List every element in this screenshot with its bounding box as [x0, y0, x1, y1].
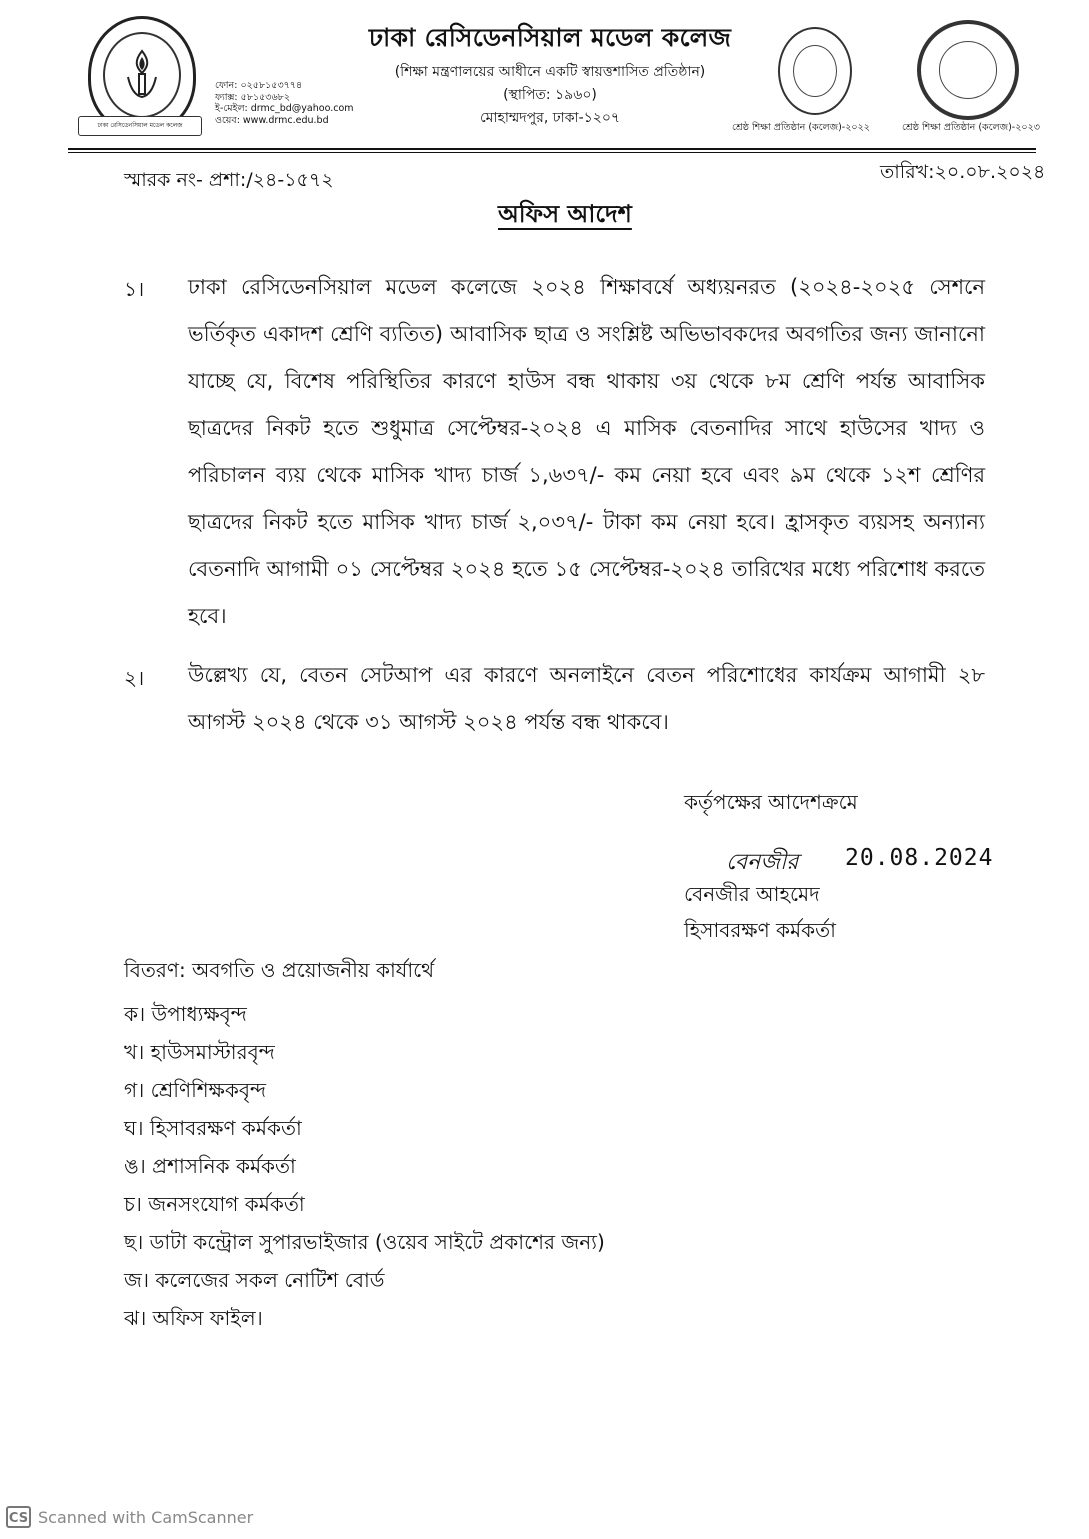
memo-number: স্মারক নং- প্রশা:/২৪-১৫৭২: [124, 169, 334, 191]
logo-banner: ঢাকা রেসিডেনসিয়াল মডেল কলেজ: [78, 116, 202, 136]
letterhead: [300, 18, 800, 130]
seal-emblem-icon: [939, 41, 997, 98]
seal-emblem-icon: [793, 45, 837, 97]
list-item: ছ। ডাটা কন্ট্রোল সুপারভাইজার (ওয়েব সাইটে প্রকাশের জন্য): [124, 1230, 605, 1254]
list-item: চ। জনসংযোগ কর্মকর্তা: [124, 1192, 305, 1216]
signatory-name: বেনজীর আহমেদ: [684, 882, 820, 906]
award-caption-2022: শ্রেষ্ঠ শিক্ষা প্রতিষ্ঠান (কলেজ)-২০২২: [732, 122, 870, 133]
list-item: ঘ। হিসাবরক্ষণ কর্মকর্তা: [124, 1116, 302, 1140]
list-item: ক। উপাধ্যক্ষবৃন্দ: [124, 1002, 247, 1026]
header-divider-thin: [68, 152, 1036, 153]
paragraph-2: উল্লেখ্য যে, বেতন সেটআপ এর কারণে অনলাইনে বেতন পরিশোধের কার্যক্রম আগামী ২৮ আগস্ট ২০২৪ থেকে ৩১ আগস্ট ২০২৪ পর্যন্ত বন্ধ থাকবে।: [188, 663, 985, 734]
document-title: অফিস আদেশ: [498, 200, 632, 228]
paragraph-2-number: ২।: [124, 666, 145, 690]
paragraph-1: ঢাকা রেসিডেনসিয়াল মডেল কলেজে ২০২৪ শিক্ষাবর্ষে অধ্যয়নরত (২০২৪-২০২৫ সেশনে ভর্তিকৃত একাদশ শ্রেণি ব্যতিত) আবাসিক ছাত্র ও সংশ্লিষ্ট অভিভাবকদের অবগতির জন্য জানানো যাচ্ছে যে, বিশেষ পরিস্থিতির কারণে হাউস বন্ধ থাকায় ৩য় থেকে ৮ম শ্রেণি পর্যন্ত আবাসিক ছাত্রদের নিকট হতে শুধুমাত্র সেপ্টেম্বর-২০২৪ এ মাসিক বেতনাদির সাথে হাউসের খাদ্য ও পরিচালন ব্যয় থেকে মাসিক খাদ্য চার্জ ১,৬৩৭/- কম নেয়া হবে এবং ৯ম থেকে ১২শ শ্রেণির ছাত্রদের নিকট হতে মাসিক খাদ্য চার্জ ২,০৩৭/- টাকা কম নেয়া হবে। হ্রাসকৃত ব্যয়সহ অন্যান্য বেতনাদি আগামী ০১ সেপ্টেম্বর ২০২৪ হতে ১৫ সেপ্টেম্বর-২০২৪ তারিখের মধ্যে পরিশোধ করতে হবে।: [188, 275, 985, 628]
list-item: গ। শ্রেণিশিক্ষকবৃন্দ: [124, 1078, 267, 1102]
list-item: ঝ। অফিস ফাইল।: [124, 1306, 263, 1330]
signatory-title: হিসাবরক্ষণ কর্মকর্তা: [684, 918, 836, 942]
contact-email: ই-মেইল: drmc_bd@yahoo.com: [215, 103, 354, 114]
award-caption-2023: শ্রেষ্ঠ শিক্ষা প্রতিষ্ঠান (কলেজ)-২০২৩: [902, 122, 1040, 133]
signature: বেনজীর: [726, 850, 799, 875]
scanner-watermark: Scanned with CamScanner: [38, 1508, 254, 1527]
list-item: খ। হাউসমাস্টারবৃন্দ: [124, 1040, 275, 1064]
document-date: তারিখ:২০.০৮.২০২৪: [880, 161, 1046, 183]
authority-order-line: কর্তৃপক্ষের আদেশক্রমে: [684, 790, 858, 814]
distribution-heading: বিতরণ: অবগতি ও প্রয়োজনীয় কার্যার্থে: [124, 958, 435, 982]
paragraph-1-number: ১।: [124, 277, 145, 301]
award-seal-2022: [778, 27, 852, 115]
signature-date: 20.08.2024: [845, 845, 994, 871]
list-item: জ। কলেজের সকল নোটিশ বোর্ড: [124, 1268, 385, 1292]
established-year: (স্থাপিত: ১৯৬০): [503, 87, 597, 103]
award-seal-2023: [917, 20, 1019, 120]
torch-emblem-icon: [103, 32, 181, 118]
college-name: ঢাকা রেসিডেনসিয়াল মডেল কলেজ: [368, 23, 732, 52]
contact-phone: ফোন: ০২৫৮১৫৩৭৭৪: [215, 80, 303, 91]
list-item: ঙ। প্রশাসনিক কর্মকর্তা: [124, 1154, 296, 1178]
header-divider: [68, 148, 1036, 150]
distribution-list: [124, 995, 605, 1337]
college-address: মোহাম্মদপুর, ঢাকা-১২০৭: [479, 110, 621, 126]
college-subtitle: (শিক্ষা মন্ত্রণালয়ের আধীনে একটি স্বায়ত্তশাসিত প্রতিষ্ঠান): [394, 64, 706, 80]
contact-web: ওয়েব: www.drmc.edu.bd: [215, 114, 329, 126]
contact-fax: ফ্যাক্স: ৫৮১৫৩৬৮২: [215, 91, 291, 103]
camscanner-logo-icon: CS: [6, 1506, 31, 1528]
